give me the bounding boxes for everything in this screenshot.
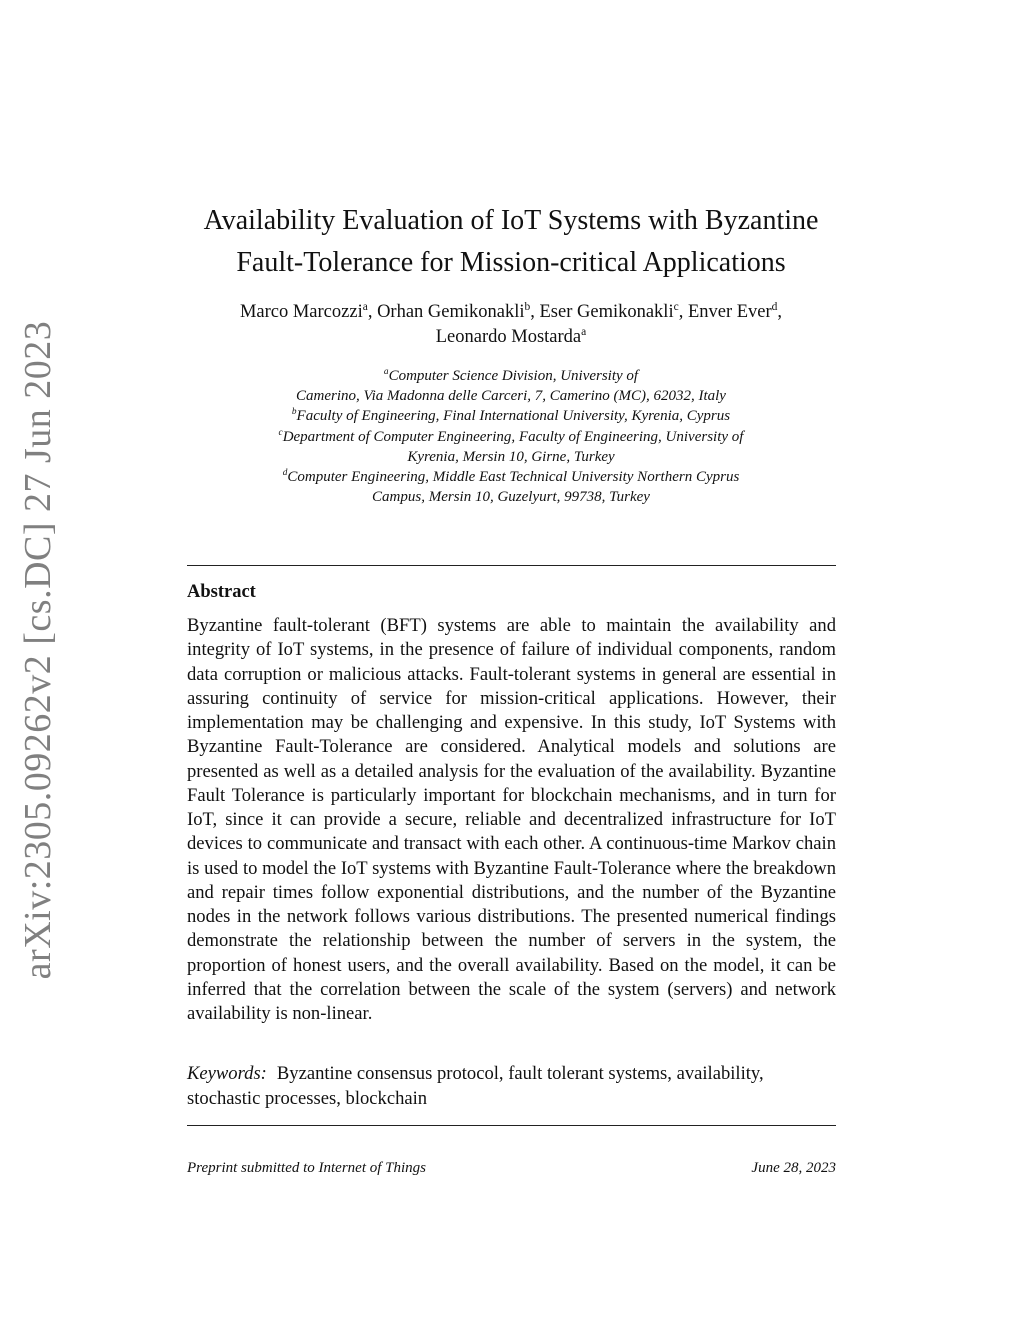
author-name: Leonardo Mostarda: [435, 327, 582, 347]
keywords: [187, 1062, 836, 1111]
footer-date: June 28, 2023: [751, 1160, 836, 1176]
abstract-heading: Abstract: [187, 582, 256, 602]
paper-title: [160, 200, 862, 284]
author-affiliation-mark: a: [581, 325, 587, 338]
author-name: Eser Gemikonakli: [539, 302, 674, 322]
affiliation-d: $^d$Computer Engineering, Middle East Technical University Northern Cyprus Campus, Mersin 10, Guzelyurt, 99738, Turkey: [282, 468, 740, 506]
abstract-bottom-rule: [187, 1125, 836, 1126]
keywords-text: Byzantine consensus protocol, fault tolerant systems, availability, stochastic processes, blockchain: [187, 1063, 764, 1109]
author-list: Marco Marcozzi$^a$, Orhan Gemikonakli$^b$, Eser Gemikonakli$^c$, Enver Ever$^d$, Leonardo Mostarda$^a$: [239, 300, 783, 347]
footer-submission-note: Preprint submitted to Internet of Things: [187, 1160, 427, 1176]
abstract-text: Byzantine fault-tolerant (BFT) systems are able to maintain the availability and integrity of IoT systems, in the presence of failure of individual components, random data corruption or malicious attacks. Fault-tolerant systems in general are essential in assuring continuity of service for mission-critical applications. However, their implementation may be challenging and expensive. In this study, IoT Systems with Byzantine Fault-Tolerance are considered. Analytical models and solutions are presented as well as a detailed analysis for the evaluation of the availability. Byzantine Fault Tolerance is particularly important for blockchain mechanisms, and in turn for IoT, since it can provide a secure, reliable and decentralized infrastructure for IoT devices to communicate and transact with each other. A continuous-time Markov chain is used to model the IoT systems with Byzantine Fault-Tolerance where the breakdown and repair times follow exponential distributions, and the number of the Byzantine nodes in the network follows various distributions. The presented numerical findings demonstrate the relationship between the number of servers in the system, the proportion of honest users, and the overall availability. Based on the model, it can be inferred that the correlation between the scale of the system (servers) and network availability is non-linear.: [187, 615, 836, 1024]
author-affiliation-mark: d: [771, 300, 778, 313]
abstract-top-rule: [187, 565, 836, 566]
author-affiliation-mark: b: [524, 300, 531, 313]
title-line-2: Fault-Tolerance for Mission-critical Applications: [236, 247, 786, 278]
page-footer: [187, 1160, 836, 1177]
affiliation-b: $^b$Faculty of Engineering, Final International University, Kyrenia, Cyprus: [291, 407, 731, 425]
affiliation-list: [200, 366, 822, 507]
author-affiliation-mark: a: [362, 300, 368, 313]
arxiv-identifier-stamp: arXiv:2305.09262v2 [cs.DC] 27 Jun 2023: [17, 320, 59, 980]
author-name: Marco Marcozzi: [239, 302, 363, 322]
affiliation-a: $^a$Computer Science Division, University of Camerino, Via Madonna delle Carceri, 7, Camerino (MC), 62032, Italy: [296, 367, 726, 405]
author-name: Orhan Gemikonakli: [377, 302, 525, 322]
author-name: Enver Ever: [687, 302, 772, 322]
affiliation-c: $^c$Department of Computer Engineering, Faculty of Engineering, University of Kyrenia, Mersin 10, Girne, Turkey: [278, 427, 744, 465]
title-line-1: Availability Evaluation of IoT Systems with Byzantine: [203, 205, 819, 236]
keywords-label: Keywords:: [187, 1063, 267, 1084]
author-affiliation-mark: c: [673, 300, 679, 313]
